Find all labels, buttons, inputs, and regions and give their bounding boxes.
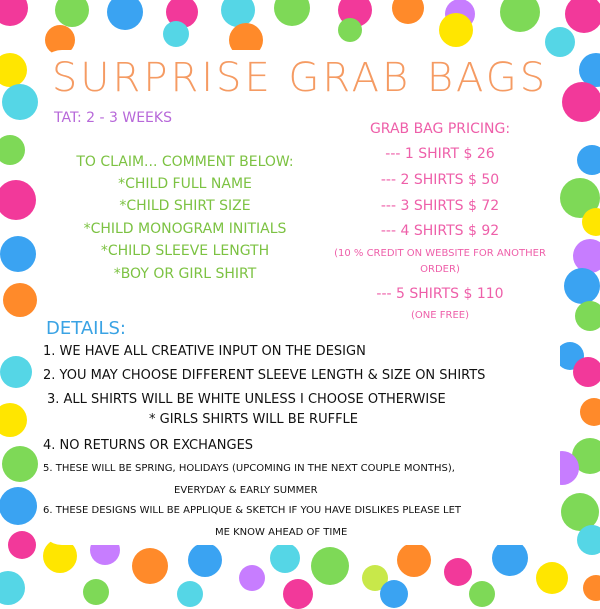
price-item: --- 5 SHIRTS $ 110 — [376, 286, 504, 302]
claim-item: *CHILD MONOGRAM INITIALS — [83, 221, 287, 237]
polka-dot — [392, 0, 424, 24]
detail-item: 4. NO RETURNS OR EXCHANGES — [43, 438, 254, 453]
detail-item: EVERYDAY & EARLY SUMMER — [174, 485, 318, 496]
polka-dot — [580, 398, 600, 426]
polka-dot — [469, 581, 495, 607]
detail-item: 1. WE HAVE ALL CREATIVE INPUT ON THE DESIGN — [43, 344, 366, 359]
claim-item: *CHILD FULL NAME — [118, 176, 252, 192]
polka-dot — [188, 543, 222, 577]
polka-dot — [0, 135, 25, 165]
polka-dot — [338, 18, 362, 42]
polka-dot — [380, 580, 408, 608]
polka-dot — [0, 0, 28, 26]
credit-note: (10 % CREDIT ON WEBSITE FOR ANOTHER — [334, 248, 546, 259]
detail-item: 5. THESE WILL BE SPRING, HOLIDAYS (UPCOMING IN THE NEXT COUPLE MONTHS), — [43, 463, 455, 474]
polka-dot — [239, 565, 265, 591]
polka-dot — [2, 446, 38, 482]
polka-dot — [163, 21, 189, 47]
polka-dot — [132, 548, 168, 584]
claim-heading: TO CLAIM... COMMENT BELOW: — [76, 154, 294, 170]
polka-dot — [439, 13, 473, 47]
polka-dot — [500, 0, 540, 32]
polka-dot — [177, 581, 203, 607]
polka-dot — [0, 356, 32, 388]
polka-dot — [55, 0, 89, 27]
polka-dot — [577, 145, 600, 175]
polka-dot — [536, 562, 568, 594]
polka-dot — [444, 558, 472, 586]
polka-dot — [397, 543, 431, 577]
polka-dot — [0, 487, 37, 525]
polka-dot — [583, 575, 600, 601]
polka-dot — [492, 540, 528, 576]
page-title: SURPRISE GRAB BAGS — [51, 55, 549, 101]
polka-dot — [311, 547, 349, 585]
claim-item: *CHILD SHIRT SIZE — [119, 198, 251, 214]
polka-dot — [565, 0, 600, 33]
polka-dot — [270, 543, 300, 573]
credit-note: ORDER) — [420, 264, 460, 275]
polka-dot — [564, 268, 600, 304]
polka-dot — [3, 283, 37, 317]
price-item: --- 3 SHIRTS $ 72 — [380, 198, 500, 214]
detail-item: 3. ALL SHIRTS WILL BE WHITE UNLESS I CHOOSE OTHERWISE — [47, 392, 446, 407]
polka-dot — [0, 180, 36, 220]
polka-dot — [577, 525, 600, 555]
polka-dot — [582, 208, 600, 236]
price-item: --- 2 SHIRTS $ 50 — [380, 172, 500, 188]
polka-dot — [0, 403, 27, 437]
turnaround-time: TAT: 2 - 3 WEEKS — [54, 110, 172, 126]
price-item: --- 4 SHIRTS $ 92 — [380, 223, 500, 239]
price-item: --- 1 SHIRT $ 26 — [385, 146, 495, 162]
claim-item: *CHILD SLEEVE LENGTH — [100, 243, 270, 259]
polka-dot — [283, 579, 313, 609]
detail-item: 6. THESE DESIGNS WILL BE APPLIQUE & SKETCH IF YOU HAVE DISLIKES PLEASE LET — [43, 505, 462, 516]
polka-dot — [8, 531, 36, 559]
detail-item: 2. YOU MAY CHOOSE DIFFERENT SLEEVE LENGTH & SIZE ON SHIRTS — [43, 368, 486, 383]
claim-item: *BOY OR GIRL SHIRT — [113, 266, 257, 282]
polka-dot — [0, 236, 36, 272]
detail-subitem: * GIRLS SHIRTS WILL BE RUFFLE — [149, 412, 359, 427]
polka-dot — [573, 357, 600, 387]
free-note: (ONE FREE) — [411, 310, 469, 321]
pricing-heading: GRAB BAG PRICING: — [369, 121, 511, 137]
details-heading: DETAILS: — [46, 318, 126, 339]
polka-dot — [575, 301, 600, 331]
polka-dot — [274, 0, 310, 26]
detail-item: ME KNOW AHEAD OF TIME — [215, 527, 348, 538]
polka-dot — [107, 0, 143, 30]
polka-dot — [83, 579, 109, 605]
